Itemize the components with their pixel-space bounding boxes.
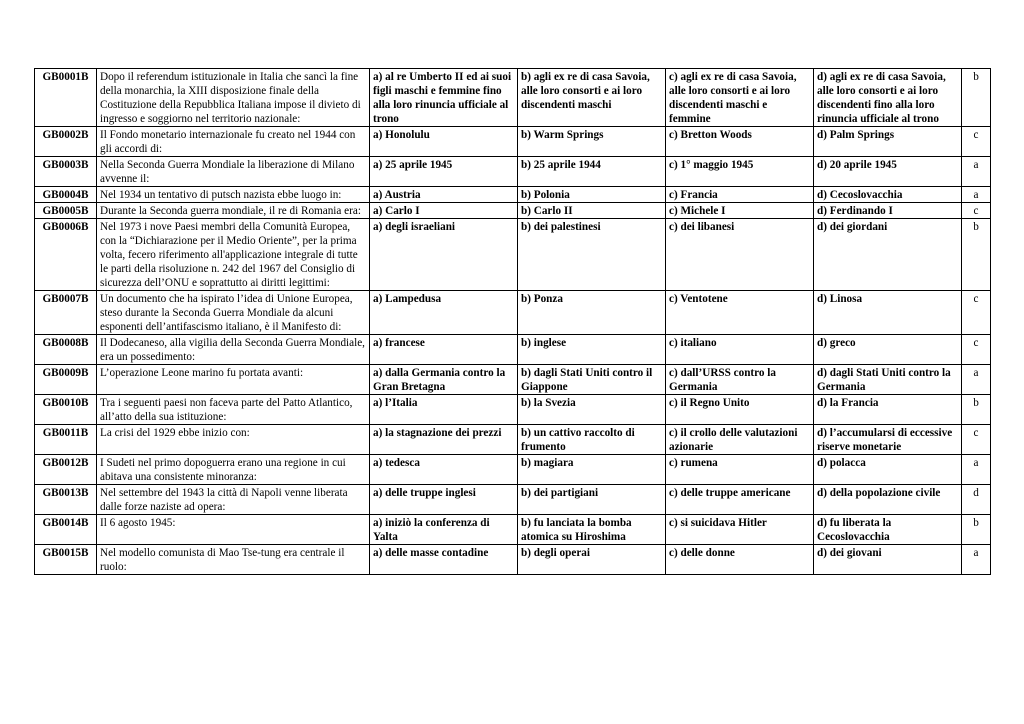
question-text: Nel modello comunista di Mao Tse-tung era centrale il ruolo:: [97, 545, 370, 575]
option-a: a) francese: [370, 335, 518, 365]
table-row: [35, 425, 991, 455]
correct-answer: b: [962, 515, 991, 545]
correct-answer: b: [962, 395, 991, 425]
option-b: b) magiara: [518, 455, 666, 485]
option-d: d) dei giordani: [814, 219, 962, 291]
option-a: a) al re Umberto II ed ai suoi figli maschi e femmine fino alla loro rinuncia ufficiale al trono: [370, 69, 518, 127]
option-b: b) fu lanciata la bomba atomica su Hiroshima: [518, 515, 666, 545]
option-b: b) Polonia: [518, 187, 666, 203]
option-a: a) Honolulu: [370, 127, 518, 157]
option-d: d) l’accumularsi di eccessive riserve monetarie: [814, 425, 962, 455]
option-c: c) il Regno Unito: [666, 395, 814, 425]
option-a: a) iniziò la conferenza di Yalta: [370, 515, 518, 545]
correct-answer: a: [962, 365, 991, 395]
correct-answer: c: [962, 425, 991, 455]
table-row: [35, 335, 991, 365]
table-row: [35, 455, 991, 485]
quiz-table: [34, 68, 991, 575]
option-d: d) polacca: [814, 455, 962, 485]
option-c: c) dall’URSS contro la Germania: [666, 365, 814, 395]
question-text: Nel settembre del 1943 la città di Napoli venne liberata dalle forze naziste ad opera:: [97, 485, 370, 515]
question-code: GB0007B: [35, 291, 97, 335]
question-code: GB0003B: [35, 157, 97, 187]
question-text: I Sudeti nel primo dopoguerra erano una regione in cui abitava una consistente minoranza:: [97, 455, 370, 485]
option-c: c) 1° maggio 1945: [666, 157, 814, 187]
option-a: a) la stagnazione dei prezzi: [370, 425, 518, 455]
option-b: b) Warm Springs: [518, 127, 666, 157]
option-d: d) Linosa: [814, 291, 962, 335]
question-code: GB0004B: [35, 187, 97, 203]
option-a: a) l’Italia: [370, 395, 518, 425]
question-text: Un documento che ha ispirato l’idea di Unione Europea, steso durante la Seconda Guerra Mondiale da alcuni esponenti dell’antifascismo italiano, è il Manifesto di:: [97, 291, 370, 335]
question-text: Nel 1973 i nove Paesi membri della Comunità Europea, con la “Dichiarazione per il Medio Oriente”, per la prima volta, fecero riferimento all'applicazione integrale di tutte le parti della risoluzione n. 242 del 1967 del Consiglio di sicurezza dell’ONU e soprattutto ai diritti legittimi:: [97, 219, 370, 291]
question-text: Nella Seconda Guerra Mondiale la liberazione di Milano avvenne il:: [97, 157, 370, 187]
question-code: GB0009B: [35, 365, 97, 395]
question-code: GB0001B: [35, 69, 97, 127]
option-d: d) Cecoslovacchia: [814, 187, 962, 203]
option-b: b) dagli Stati Uniti contro il Giappone: [518, 365, 666, 395]
option-d: d) fu liberata la Cecoslovacchia: [814, 515, 962, 545]
question-code: GB0002B: [35, 127, 97, 157]
option-c: c) Bretton Woods: [666, 127, 814, 157]
option-c: c) dei libanesi: [666, 219, 814, 291]
option-b: b) dei palestinesi: [518, 219, 666, 291]
option-c: c) si suicidava Hitler: [666, 515, 814, 545]
option-a: a) 25 aprile 1945: [370, 157, 518, 187]
option-c: c) delle truppe americane: [666, 485, 814, 515]
table-row: [35, 219, 991, 291]
table-row: [35, 69, 991, 127]
question-text: Il Dodecaneso, alla vigilia della Seconda Guerra Mondiale, era un possedimento:: [97, 335, 370, 365]
option-a: a) tedesca: [370, 455, 518, 485]
quiz-table-body: [35, 69, 991, 575]
question-code: GB0005B: [35, 203, 97, 219]
option-d: d) 20 aprile 1945: [814, 157, 962, 187]
option-d: d) dagli Stati Uniti contro la Germania: [814, 365, 962, 395]
option-b: b) degli operai: [518, 545, 666, 575]
correct-answer: c: [962, 335, 991, 365]
option-c: c) Ventotene: [666, 291, 814, 335]
option-b: b) Ponza: [518, 291, 666, 335]
correct-answer: c: [962, 291, 991, 335]
option-c: c) Francia: [666, 187, 814, 203]
table-row: [35, 187, 991, 203]
question-code: GB0014B: [35, 515, 97, 545]
correct-answer: b: [962, 69, 991, 127]
option-c: c) rumena: [666, 455, 814, 485]
correct-answer: d: [962, 485, 991, 515]
table-row: [35, 157, 991, 187]
option-a: a) degli israeliani: [370, 219, 518, 291]
option-d: d) greco: [814, 335, 962, 365]
correct-answer: a: [962, 157, 991, 187]
correct-answer: c: [962, 203, 991, 219]
table-row: [35, 203, 991, 219]
option-c: c) il crollo delle valutazioni azionarie: [666, 425, 814, 455]
question-code: GB0008B: [35, 335, 97, 365]
option-c: c) delle donne: [666, 545, 814, 575]
option-c: c) Michele I: [666, 203, 814, 219]
table-row: [35, 545, 991, 575]
question-text: La crisi del 1929 ebbe inizio con:: [97, 425, 370, 455]
question-code: GB0013B: [35, 485, 97, 515]
question-code: GB0015B: [35, 545, 97, 575]
question-code: GB0006B: [35, 219, 97, 291]
correct-answer: a: [962, 187, 991, 203]
table-row: [35, 485, 991, 515]
table-row: [35, 365, 991, 395]
option-a: a) delle masse contadine: [370, 545, 518, 575]
table-row: [35, 515, 991, 545]
question-text: Dopo il referendum istituzionale in Italia che sancì la fine della monarchia, la XIII disposizione finale della Costituzione della Repubblica Italiana impose il divieto di ingresso e soggiorno nel territorio nazionale:: [97, 69, 370, 127]
correct-answer: c: [962, 127, 991, 157]
question-code: GB0010B: [35, 395, 97, 425]
option-d: d) Ferdinando I: [814, 203, 962, 219]
question-code: GB0011B: [35, 425, 97, 455]
option-c: c) agli ex re di casa Savoia, alle loro consorti e ai loro discendenti maschi e femmine: [666, 69, 814, 127]
option-d: d) Palm Springs: [814, 127, 962, 157]
option-b: b) la Svezia: [518, 395, 666, 425]
option-a: a) Lampedusa: [370, 291, 518, 335]
option-d: d) la Francia: [814, 395, 962, 425]
option-a: a) Carlo I: [370, 203, 518, 219]
correct-answer: a: [962, 455, 991, 485]
question-text: L’operazione Leone marino fu portata avanti:: [97, 365, 370, 395]
question-text: Tra i seguenti paesi non faceva parte del Patto Atlantico, all’atto della sua istituzione:: [97, 395, 370, 425]
correct-answer: b: [962, 219, 991, 291]
table-row: [35, 395, 991, 425]
option-b: b) 25 aprile 1944: [518, 157, 666, 187]
option-b: b) inglese: [518, 335, 666, 365]
question-code: GB0012B: [35, 455, 97, 485]
option-a: a) Austria: [370, 187, 518, 203]
question-text: Il 6 agosto 1945:: [97, 515, 370, 545]
option-b: b) agli ex re di casa Savoia, alle loro consorti e ai loro discendenti maschi: [518, 69, 666, 127]
option-b: b) Carlo II: [518, 203, 666, 219]
option-d: d) agli ex re di casa Savoia, alle loro consorti e ai loro discendenti fino alla loro rinuncia ufficiale al trono: [814, 69, 962, 127]
table-row: [35, 291, 991, 335]
table-row: [35, 127, 991, 157]
question-text: Durante la Seconda guerra mondiale, il re di Romania era:: [97, 203, 370, 219]
option-d: d) della popolazione civile: [814, 485, 962, 515]
option-b: b) un cattivo raccolto di frumento: [518, 425, 666, 455]
option-b: b) dei partigiani: [518, 485, 666, 515]
option-c: c) italiano: [666, 335, 814, 365]
correct-answer: a: [962, 545, 991, 575]
question-text: Il Fondo monetario internazionale fu creato nel 1944 con gli accordi di:: [97, 127, 370, 157]
option-d: d) dei giovani: [814, 545, 962, 575]
question-text: Nel 1934 un tentativo di putsch nazista ebbe luogo in:: [97, 187, 370, 203]
option-a: a) delle truppe inglesi: [370, 485, 518, 515]
option-a: a) dalla Germania contro la Gran Bretagna: [370, 365, 518, 395]
